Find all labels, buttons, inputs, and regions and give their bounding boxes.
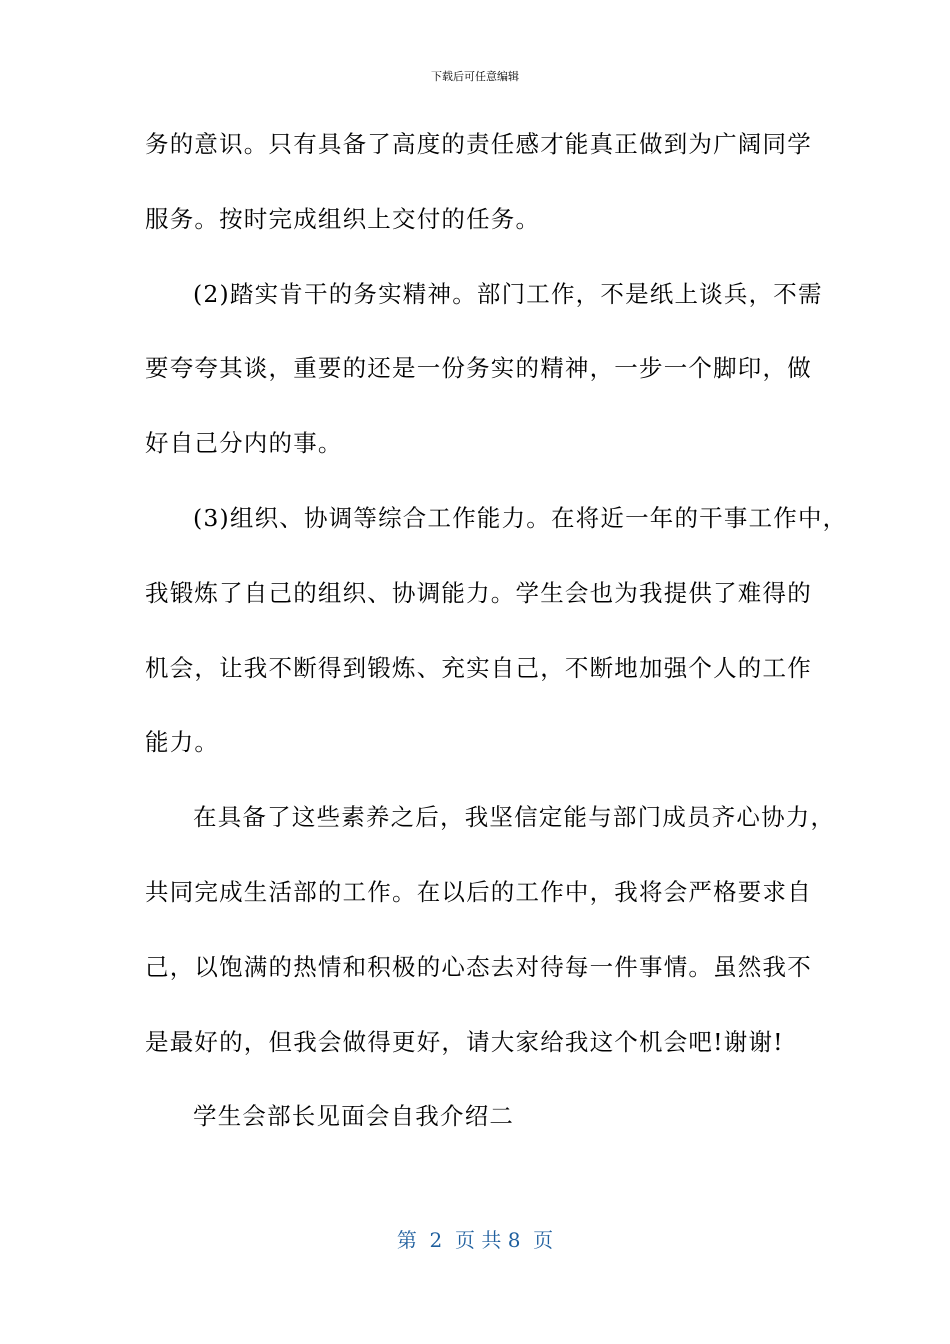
header-note: 下载后可任意编辑	[431, 70, 519, 83]
text-line: 是最好的，但我会做得更好，请大家给我这个机会吧!谢谢!	[145, 1027, 784, 1056]
text-line: 机会，让我不断得到锻炼、充实自己，不断地加强个人的工作	[145, 653, 812, 682]
page-number-footer: 第 2 页 共 8 页	[396, 1228, 554, 1252]
text-line: 共同完成生活部的工作。在以后的工作中，我将会严格要求自	[145, 877, 812, 906]
text-line: 在具备了这些素养之后，我坚信定能与部门成员齐心协力，	[193, 803, 836, 832]
text-line: 己，以饱满的热情和积极的心态去对待每一件事情。虽然我不	[145, 952, 812, 981]
text-line: 要夸夸其谈，重要的还是一份务实的精神，一步一个脚印，做	[145, 354, 812, 383]
text-line: (2)踏实肯干的务实精神。部门工作，不是纸上谈兵，不需	[193, 279, 823, 308]
document-body	[145, 107, 848, 1154]
text-line: 我锻炼了自己的组织、协调能力。学生会也为我提供了难得的	[145, 578, 812, 607]
text-line: 服务。按时完成组织上交付的任务。	[145, 204, 541, 233]
section-heading: 学生会部长见面会自我介绍二	[193, 1102, 515, 1131]
text-line: (3)组织、协调等综合工作能力。在将近一年的干事工作中，	[193, 503, 848, 532]
text-line: 能力。	[145, 728, 220, 757]
text-line: 好自己分内的事。	[145, 429, 343, 458]
text-line: 务的意识。只有具备了高度的责任感才能真正做到为广阔同学	[145, 130, 812, 158]
